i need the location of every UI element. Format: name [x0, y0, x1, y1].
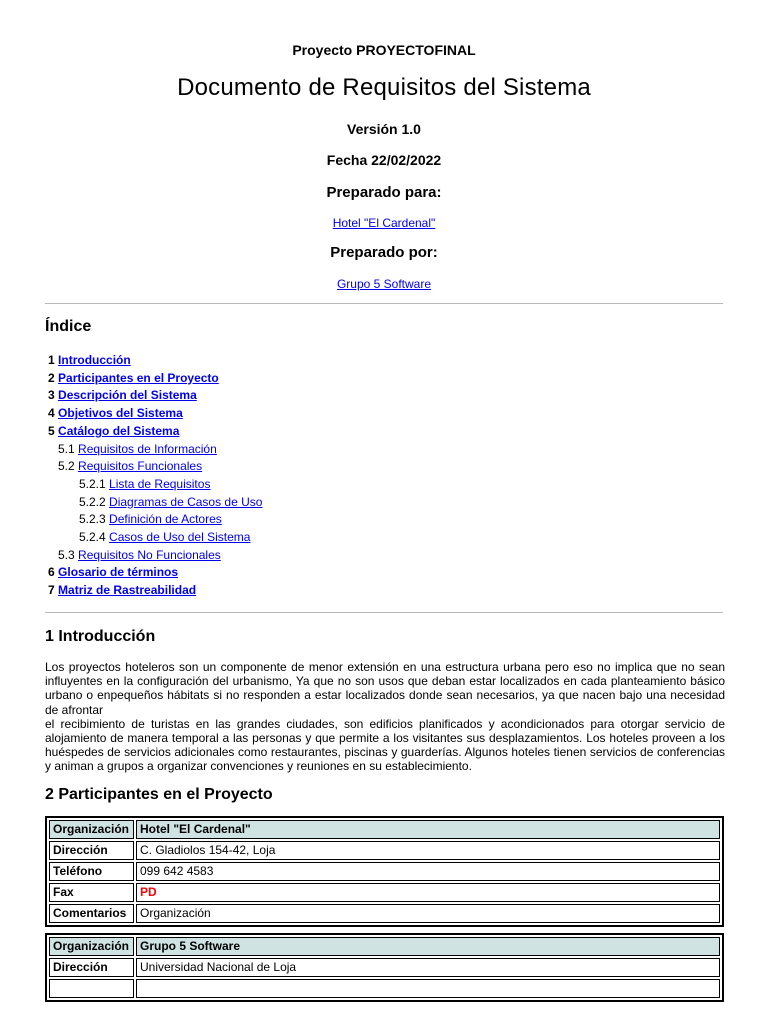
- toc-link[interactable]: Requisitos No Funcionales: [78, 547, 221, 562]
- toc-link[interactable]: Objetivos del Sistema: [58, 406, 183, 421]
- toc-item: [48, 458, 262, 476]
- table-row: [49, 862, 720, 881]
- section-heading-participantes: 2 Participantes en el Proyecto: [45, 786, 273, 803]
- toc-item: [48, 511, 262, 529]
- intro-paragraph: Los proyectos hoteleros son un componente de menor extensión en una estructura urbana pero eso no implica que no sean influyentes en la configuración del urbanismo, Ya que no son usos que deban estar localizados en cada planteamiento básico urbano o enpequeños hábitats si no responden a estar localizados donde sean necesarios, ya que nacen bajo una necesidad de afrontar: [45, 660, 725, 717]
- author-wrapper: [0, 277, 768, 291]
- toc-link[interactable]: Introducción: [58, 353, 131, 367]
- toc-item: [48, 494, 262, 512]
- address-label: Dirección: [49, 958, 134, 977]
- toc-link[interactable]: Matriz de Rastreabilidad: [58, 583, 197, 598]
- toc-item-number: 1: [48, 353, 55, 367]
- section-heading-introduccion: 1 Introducción: [45, 628, 156, 645]
- table-row: [49, 883, 720, 902]
- comments-label: Comentarios: [49, 904, 134, 923]
- organization-table: [45, 816, 724, 927]
- toc-link[interactable]: Requisitos de Información: [78, 441, 217, 456]
- toc-item-number: 5.1: [58, 441, 75, 456]
- table-row: [49, 937, 720, 956]
- project-name: Proyecto PROYECTOFINAL: [292, 42, 476, 58]
- toc-link[interactable]: Lista de Requisitos: [109, 476, 211, 491]
- toc-item: [48, 476, 262, 494]
- toc-link[interactable]: Glosario de términos: [58, 565, 179, 580]
- prepared-for-label: Preparado para:: [326, 184, 442, 201]
- org-value: Hotel "El Cardenal": [136, 820, 720, 839]
- address-value: Universidad Nacional de Loja: [136, 958, 720, 977]
- toc-link[interactable]: Diagramas de Casos de Uso: [109, 494, 263, 509]
- toc-link[interactable]: Definición de Actores: [109, 512, 222, 527]
- client-wrapper: [0, 216, 768, 230]
- toc-item-number: 5.2: [58, 459, 75, 474]
- toc-item-number: 2: [48, 370, 55, 385]
- table-row: [49, 841, 720, 860]
- toc-item: [48, 352, 262, 370]
- toc-item-number: 5.2.1: [79, 476, 106, 491]
- toc-item-number: 5: [48, 423, 55, 438]
- toc-item: [48, 441, 262, 459]
- organization-table: [45, 933, 724, 1002]
- toc-item-number: 6: [48, 565, 55, 580]
- table-row: [49, 820, 720, 839]
- comments-value: Organización: [136, 904, 720, 923]
- divider: [45, 303, 723, 304]
- toc-item-number: 5.2.3: [79, 512, 106, 527]
- table-row: [49, 958, 720, 977]
- toc-item: [48, 582, 262, 600]
- toc-item: [48, 387, 262, 405]
- toc-item: [48, 405, 262, 423]
- toc-heading: Índice: [45, 318, 92, 335]
- toc-item-number: 5.3: [58, 547, 75, 562]
- prepared-by-label: Preparado por:: [330, 244, 438, 261]
- address-label: Dirección: [49, 841, 134, 860]
- intro-text: [45, 660, 725, 774]
- document-date: Fecha 22/02/2022: [326, 152, 442, 168]
- fax-value: PD: [136, 883, 720, 902]
- table-row: [49, 904, 720, 923]
- toc-link[interactable]: Requisitos Funcionales: [78, 459, 203, 474]
- document-version: Versión 1.0: [347, 121, 421, 137]
- document-title: Documento de Requisitos del Sistema: [177, 74, 591, 101]
- toc-link[interactable]: Casos de Uso del Sistema: [109, 530, 251, 545]
- org-label: Organización: [49, 937, 134, 956]
- fax-label: Fax: [49, 883, 134, 902]
- toc-item: [48, 547, 262, 565]
- org-label: Organización: [49, 820, 134, 839]
- toc-item: [48, 529, 262, 547]
- org-value: Grupo 5 Software: [136, 937, 720, 956]
- toc-item-number: 4: [48, 406, 55, 421]
- table-of-contents: [48, 352, 262, 600]
- address-value: C. Gladiolos 154-42, Loja: [136, 841, 720, 860]
- toc-item: [48, 370, 262, 388]
- empty-label: [49, 979, 134, 998]
- intro-paragraph: el recibimiento de turistas en las grandes ciudades, son edificios planificados y acondicionados para otorgar servicio de alojamiento de manera temporal a las personas y que permite a los visitantes sus desplazamientos. Los hoteles proveen a los huéspedes de servicios adicionales como restaurantes, piscinas y guarderías. Algunos hoteles tienen servicios de conferencias y animan a grupos a organizar convenciones y reuniones en su establecimiento.: [45, 716, 725, 774]
- phone-label: Teléfono: [49, 862, 134, 881]
- table-row: [49, 979, 720, 998]
- empty-value: [136, 979, 720, 998]
- toc-link[interactable]: Descripción del Sistema: [58, 388, 197, 403]
- toc-item: [48, 423, 262, 441]
- toc-item-number: 3: [48, 388, 55, 403]
- divider: [45, 612, 723, 613]
- toc-item-number: 5.2.4: [79, 530, 106, 545]
- toc-item: [48, 564, 262, 582]
- client-link[interactable]: Hotel "El Cardenal": [332, 216, 436, 230]
- toc-link[interactable]: Catálogo del Sistema: [58, 423, 180, 438]
- toc-link[interactable]: Participantes en el Proyecto: [58, 370, 219, 385]
- author-link[interactable]: Grupo 5 Software: [336, 277, 432, 291]
- toc-item-number: 5.2.2: [79, 494, 106, 509]
- toc-item-number: 7: [48, 583, 55, 598]
- phone-value: 099 642 4583: [136, 862, 720, 881]
